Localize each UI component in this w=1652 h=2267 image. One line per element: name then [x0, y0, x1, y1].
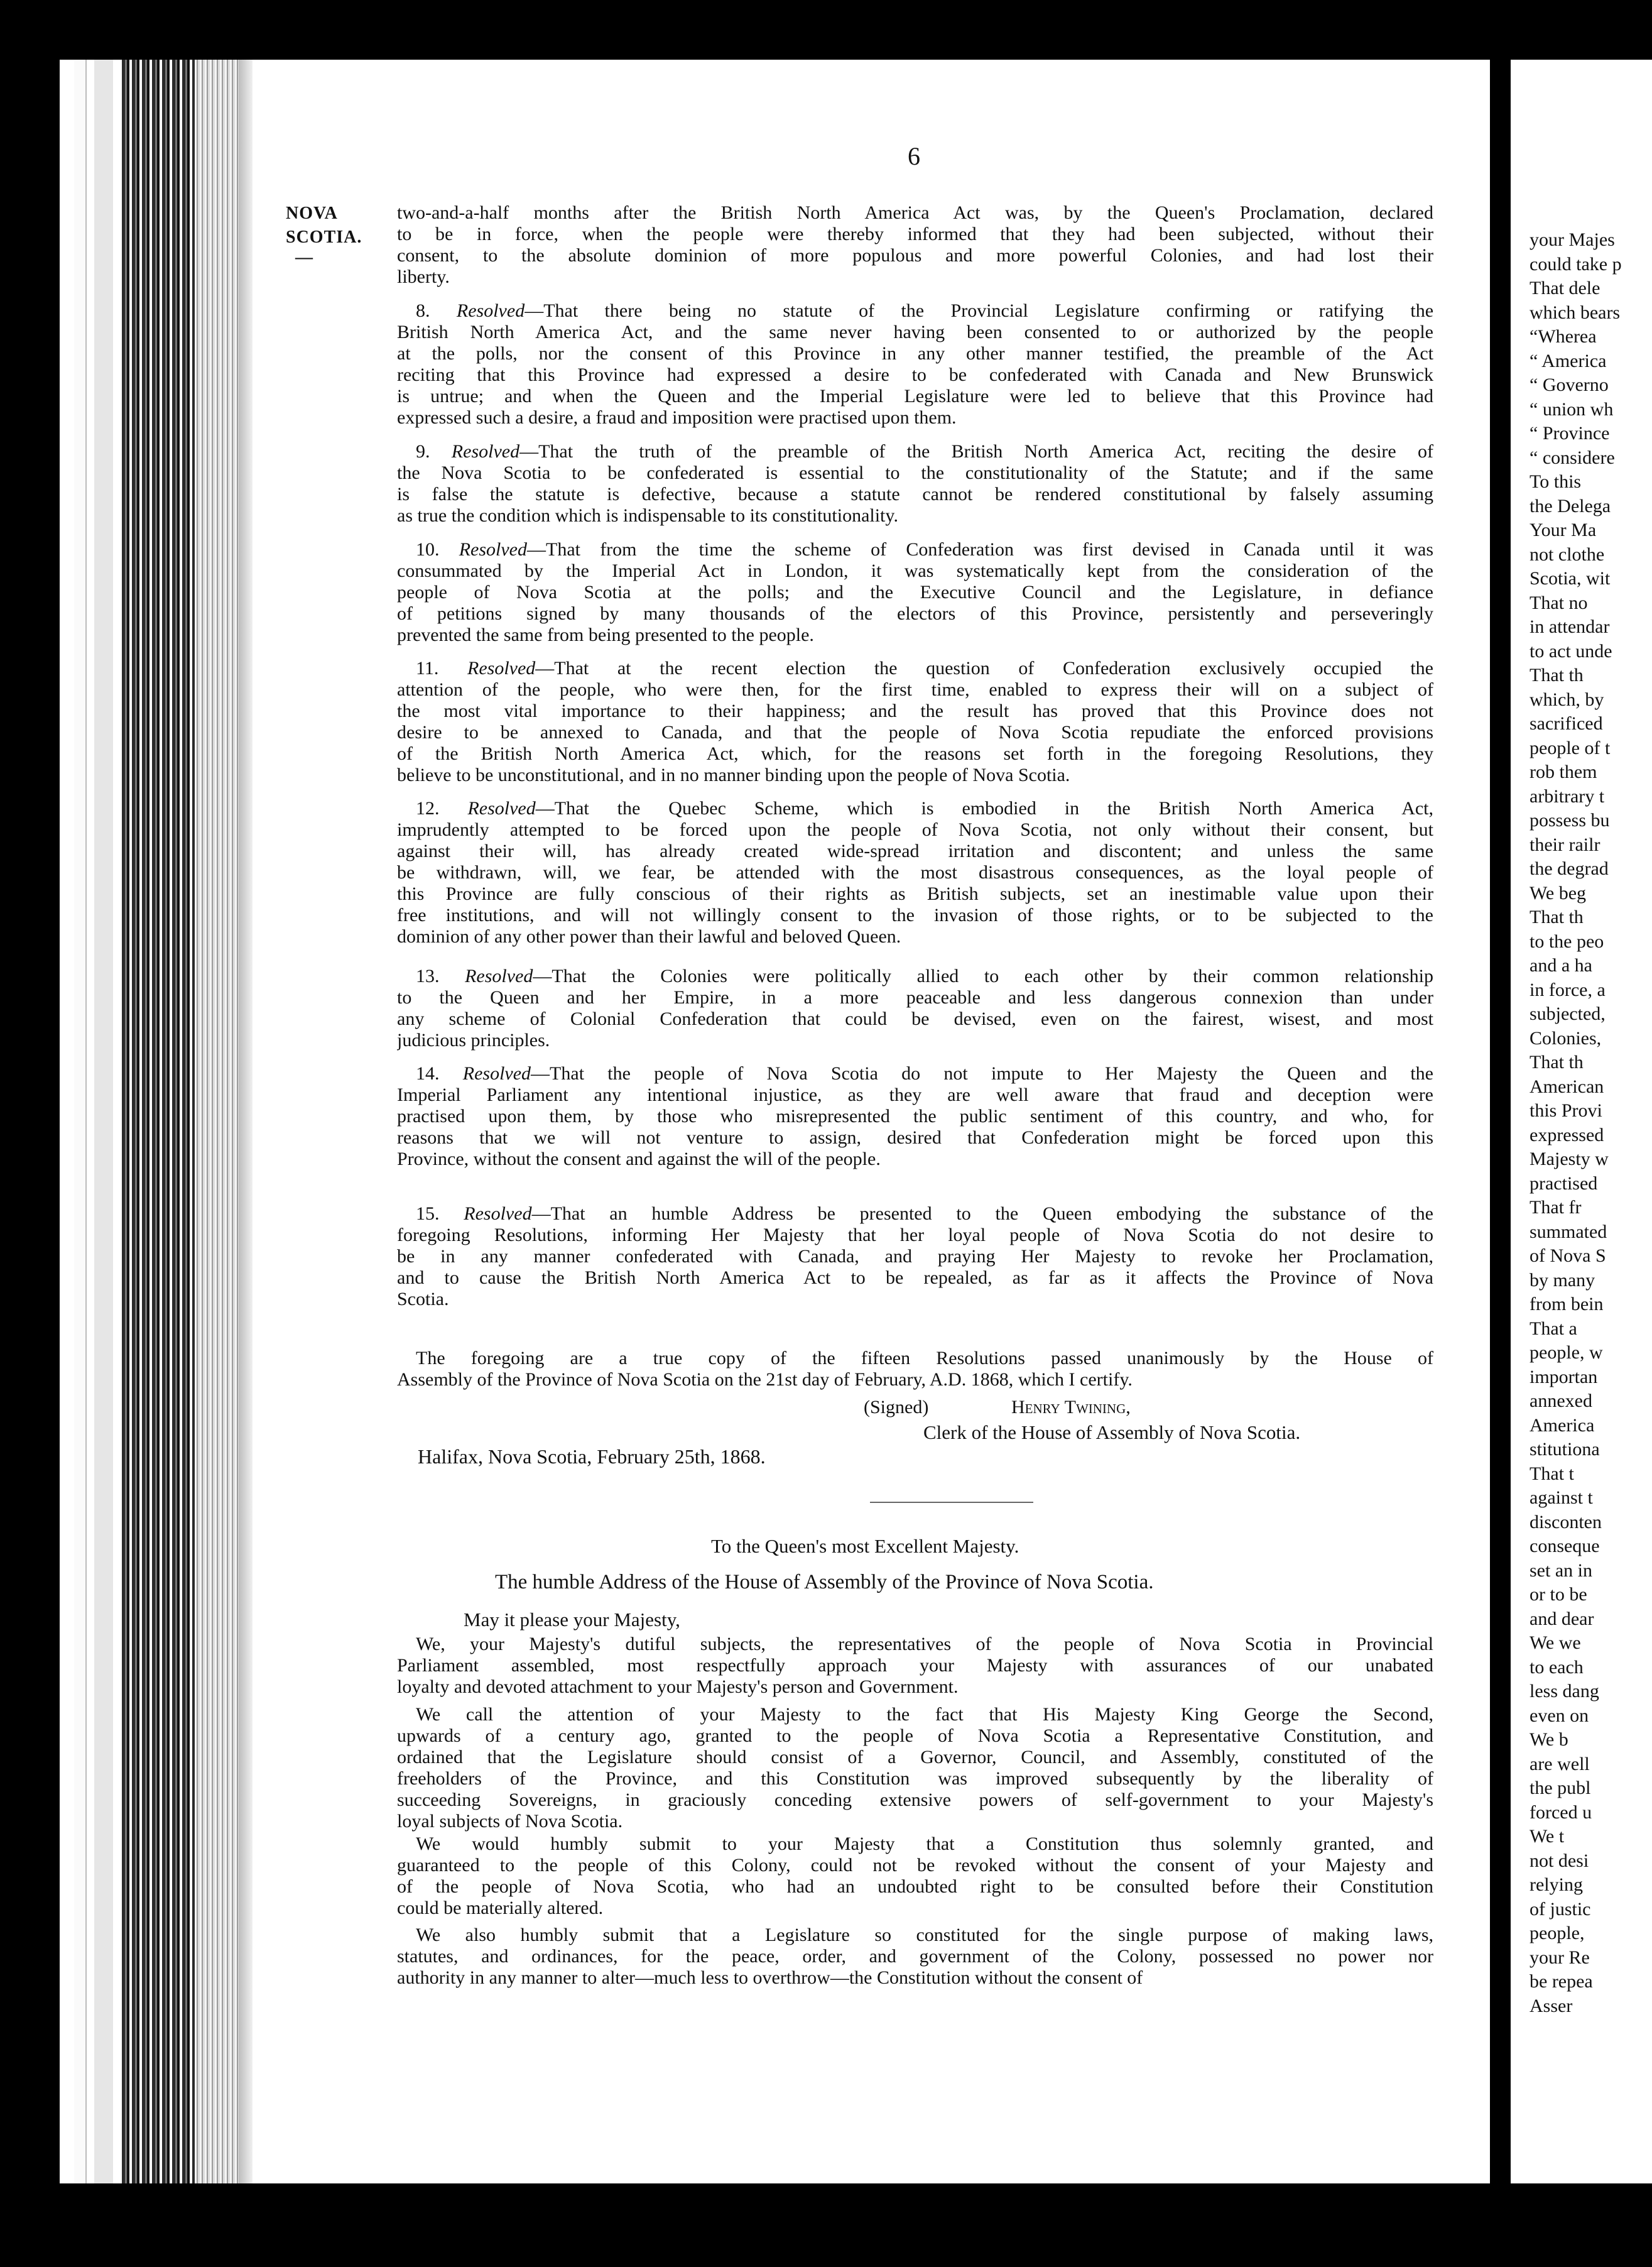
facing-page-fragment: We beg [1530, 882, 1587, 904]
facing-page-fragment: We t [1530, 1826, 1565, 1847]
facing-page-fragment: of justic [1530, 1898, 1591, 1920]
resolution-13-line: any scheme of Colonial Confederation that could be devised, even on the fairest, wisest, and most [397, 1008, 1433, 1029]
facing-page-fragment: subjected, [1530, 1003, 1606, 1024]
facing-page-fragment: people, w [1530, 1342, 1603, 1363]
resolution-14-line: 14. Resolved—That the people of Nova Scotia do not impute to Her Majesty the Queen and the [416, 1063, 1433, 1084]
facing-page-fragment: from bein [1530, 1294, 1604, 1314]
facing-page-fragment: “ considere [1530, 447, 1615, 468]
resolution-7-line: two-and-a-half months after the British North America Act was, by the Queen's Proclamation, declared [397, 202, 1433, 223]
facing-page-fragment: That dele [1530, 278, 1600, 298]
facing-page-fragment: your Majes [1530, 229, 1615, 250]
resolution-10-line: consummated by the Imperial Act in London, it was systematically kept from the consideration of the [397, 560, 1433, 581]
signer-name: Henry Twining, [1011, 1397, 1131, 1418]
facing-page-fragment: which, by [1530, 689, 1604, 710]
facing-page-fragment: in force, a [1530, 979, 1606, 1000]
resolution-12-line: imprudently attempted to be forced upon the people of Nova Scotia, not only without their consent, but [397, 819, 1433, 840]
resolution-10-line: prevented the same from being presented to the people. [397, 625, 814, 645]
facing-page-fragment: not clothe [1530, 544, 1605, 565]
resolution-8-line: expressed such a desire, a fraud and imposition were practised upon them. [397, 407, 957, 428]
facing-page-fragment: “ Province [1530, 423, 1610, 444]
resolution-7-line: to be in force, when the people were thereby informed that they had been subjected, without their [397, 224, 1433, 244]
facing-page-fragment: sacrificed [1530, 713, 1603, 734]
margin-note-dash: — [295, 248, 313, 267]
address-paragraph-3-line: We would humbly submit to your Majesty that a Constitution thus solemnly granted, and [416, 1833, 1433, 1854]
address-title: To the Queen's most Excellent Majesty. [711, 1535, 1019, 1557]
facing-page-fragment: to each [1530, 1656, 1584, 1678]
facing-page-fragment: That a [1530, 1318, 1577, 1339]
facing-page-fragment: conseque [1530, 1536, 1600, 1556]
address-paragraph-3-line: of the people of Nova Scotia, who had an undoubted right to be consulted before their Constitution [397, 1876, 1433, 1897]
facing-page-fragment: possess bu [1530, 810, 1610, 831]
facing-page-fragment: relying [1530, 1874, 1583, 1895]
facing-page-fragment: set an in [1530, 1560, 1592, 1581]
address-paragraph-4-line: statutes, and ordinances, for the peace, order, and government of the Colony, possessed no power nor [397, 1946, 1433, 1967]
address-paragraph-2-line: freeholders of the Province, and this Constitution was improved subsequently by the liberality of [397, 1768, 1433, 1789]
facing-page-fragment: That th [1530, 1052, 1584, 1073]
resolution-7-line: consent, to the absolute dominion of more populous and more powerful Colonies, and had lost their [397, 245, 1433, 266]
facing-page-fragment: We b [1530, 1729, 1568, 1750]
address-paragraph-2-line: We call the attention of your Majesty to the fact that His Majesty King George the Second, [416, 1704, 1433, 1725]
facing-page-fragment: “Wherea [1530, 326, 1597, 347]
facing-page-fragment: forced u [1530, 1801, 1592, 1823]
resolution-15-line: 15. Resolved—That an humble Address be presented to the Queen embodying the substance of the [416, 1203, 1433, 1224]
address-subtitle: The humble Address of the House of Assembly of the Province of Nova Scotia. [495, 1571, 1154, 1593]
resolution-11-line: believe to be unconstitutional, and in no manner binding upon the people of Nova Scotia. [397, 765, 1070, 785]
section-divider [870, 1502, 1033, 1503]
facing-page-fragment: the publ [1530, 1778, 1591, 1798]
facing-page-fragment: American [1530, 1076, 1604, 1097]
salutation: May it please your Majesty, [464, 1609, 680, 1631]
facing-page-fragment: to act unde [1530, 640, 1612, 662]
resolution-11-line: of the British North America Act, which, for the reasons set forth in the foregoing Resolutions, they [397, 743, 1433, 764]
stacked-page-edges [119, 60, 195, 2183]
resolution-10-line: people of Nova Scotia at the polls; and the Executive Council and the Legislature, in defiance [397, 582, 1433, 603]
address-paragraph-2-line: succeeding Sovereigns, in graciously conceding extensive powers of self-government to your Majesty's [397, 1789, 1433, 1810]
resolution-15-line: foregoing Resolutions, informing Her Majesty that her loyal people of Nova Scotia do not desire to [397, 1225, 1433, 1245]
facing-page-fragment: Asser [1530, 1995, 1573, 2016]
facing-page-fragment: That fr [1530, 1197, 1582, 1218]
facing-page-fragment: which bears [1530, 302, 1621, 323]
resolution-9-line: as true the condition which is indispensable to its constitutionality. [397, 505, 898, 526]
facing-page-fragment: the Delega [1530, 495, 1611, 516]
facing-page-fragment: Scotia, wit [1530, 568, 1611, 589]
resolution-10-line: 10. Resolved—That from the time the scheme of Confederation was first devised in Canada until it was [416, 539, 1433, 560]
facing-page-fragment: We we [1530, 1632, 1581, 1653]
facing-page-fragment: “ union wh [1530, 398, 1614, 420]
facing-page-fragment: their railr [1530, 834, 1600, 855]
resolved-keyword: Resolved [465, 966, 533, 986]
facing-page-fragment: America [1530, 1414, 1595, 1436]
facing-page-fragment: the degrad [1530, 858, 1609, 879]
resolution-11-line: attention of the people, who were then, for the first time, enabled to express their will on a subject of [397, 679, 1433, 700]
facing-page-fragment: this Provi [1530, 1100, 1602, 1121]
resolved-keyword: Resolved [459, 539, 527, 560]
page-edge-shadow [94, 60, 113, 2183]
facing-page-fragment: are well [1530, 1753, 1590, 1774]
resolution-12-line: dominion of any other power than their lawful and beloved Queen. [397, 926, 901, 947]
resolution-15-line: be in any manner confederated with Canada, and praying Her Majesty to revoke her Proclamation, [397, 1246, 1433, 1267]
resolution-15-line: and to cause the British North America Act to be repealed, as far as it affects the Province of Nova [397, 1267, 1433, 1288]
address-paragraph-1-line: Parliament assembled, most respectfully approach your Majesty with assurances of our unabated [397, 1655, 1433, 1676]
address-paragraph-1-line: We, your Majesty's dutiful subjects, the representatives of the people of Nova Scotia in Provincial [416, 1634, 1433, 1654]
facing-page-fragment: That th [1530, 665, 1584, 686]
facing-page-fragment: That t [1530, 1463, 1574, 1484]
resolution-13-line: 13. Resolved—That the Colonies were politically allied to each other by their common relationship [416, 966, 1433, 986]
facing-page-fragment: or to be [1530, 1584, 1587, 1605]
resolution-8-line: 8. Resolved—That there being no statute of the Provincial Legislature confirming or ratifying the [416, 300, 1433, 321]
facing-page-fragment: expressed [1530, 1124, 1604, 1145]
margin-note-nova: NOVA [286, 204, 338, 223]
facing-page-fragment: be repea [1530, 1971, 1593, 1992]
stacked-page-edges-inner [195, 60, 239, 2183]
resolved-keyword: Resolved [464, 1203, 532, 1224]
page-edge-outer [74, 60, 87, 2183]
resolution-12-line: against their will, has already created wide-spread irritation and discontent; and unless the same [397, 841, 1433, 861]
resolution-8-line: reciting that this Province had expressed a desire to be confederated with Canada and New Brunswick [397, 364, 1433, 385]
facing-page-fragment: That no [1530, 592, 1588, 613]
facing-page-fragment: Your Ma [1530, 520, 1597, 540]
signed-label: (Signed) [864, 1397, 929, 1418]
facing-page-fragment: “ America [1530, 350, 1607, 371]
resolution-12-line: 12. Resolved—That the Quebec Scheme, which is embodied in the British North America Act, [416, 798, 1433, 819]
resolved-keyword: Resolved [467, 798, 536, 819]
signer-title: Clerk of the House of Assembly of Nova Scotia. [923, 1421, 1301, 1443]
resolution-12-line: free institutions, and will not willingly consent to the invasion of those rights, or to be subjected to the [397, 905, 1433, 926]
resolution-14-line: Province, without the consent and against the will of the people. [397, 1149, 881, 1169]
address-paragraph-2-line: loyal subjects of Nova Scotia. [397, 1811, 623, 1832]
resolution-13-line: to the Queen and her Empire, in a more peaceable and less dangerous connexion than under [397, 987, 1433, 1008]
facing-page-fragment: rob them [1530, 762, 1597, 782]
address-paragraph-4-line: We also humbly submit that a Legislature so constituted for the single purpose of making laws, [416, 1925, 1433, 1945]
facing-page-fragment: less dang [1530, 1681, 1599, 1702]
resolution-8-line: is untrue; and when the Queen and the Imperial Legislature were led to believe that this Province had [397, 386, 1433, 407]
page-number: 6 [908, 142, 920, 170]
gutter-shadow [239, 60, 253, 2183]
address-paragraph-3-line: guaranteed to the people of this Colony, could not be revoked without the consent of your Majesty and [397, 1855, 1433, 1876]
facing-page-fragment: Majesty w [1530, 1149, 1609, 1169]
facing-page-fragment: people, [1530, 1923, 1585, 1943]
resolved-keyword: Resolved [456, 300, 525, 321]
facing-page-fragment: by many [1530, 1269, 1595, 1291]
facing-page-fragment: of Nova S [1530, 1245, 1606, 1266]
address-paragraph-2-line: ordained that the Legislature should consist of a Governor, Council, and Assembly, constituted of the [397, 1747, 1433, 1767]
resolved-keyword: Resolved [451, 441, 520, 462]
address-paragraph-1-line: loyalty and devoted attachment to your Majesty's person and Government. [397, 1676, 959, 1697]
resolution-13-line: judicious principles. [397, 1030, 550, 1051]
facing-page-fragment: people of t [1530, 737, 1611, 758]
resolution-11-line: desire to be annexed to Canada, and that the people of Nova Scotia repudiate the enforced provisions [397, 722, 1433, 743]
resolution-11-line: 11. Resolved—That at the recent election the question of Confederation exclusively occupied the [416, 658, 1433, 679]
facing-page-fragment: That th [1530, 907, 1584, 927]
resolution-8-line: at the polls, nor the consent of this Province in any other manner testified, the preamble of the Act [397, 343, 1433, 364]
facing-page-fragment: not desi [1530, 1850, 1589, 1871]
facing-page-fragment: and dear [1530, 1608, 1594, 1629]
facing-page-fragment: stitutiona [1530, 1439, 1600, 1460]
facing-page-fragment: Colonies, [1530, 1027, 1602, 1049]
resolution-15-line: Scotia. [397, 1289, 449, 1309]
facing-page-fragment: and a ha [1530, 955, 1592, 976]
facing-page-fragment: arbitrary t [1530, 785, 1605, 807]
facing-page-fragment: in attendar [1530, 616, 1610, 637]
resolution-9-line: the Nova Scotia to be confederated is essential to the constitutionality of the Statute; and if the same [397, 462, 1433, 483]
facing-page-fragment: against t [1530, 1487, 1593, 1508]
resolution-12-line: this Province are fully conscious of their rights as British subjects, set an inestimable value upon their [397, 883, 1433, 904]
resolution-12-line: be withdrawn, will, we fear, be attended with the most disastrous consequences, as the loyal people of [397, 862, 1433, 883]
facing-page-fragment: importan [1530, 1366, 1598, 1387]
resolution-10-line: of petitions signed by many thousands of the electors of this Province, persistently and perseveringly [397, 603, 1433, 624]
certification-line: Assembly of the Province of Nova Scotia on the 21st day of February, A.D. 1868, which I certify. [397, 1369, 1133, 1390]
address-paragraph-4-line: authority in any manner to alter—much less to overthrow—the Constitution without the consent of [397, 1967, 1143, 1988]
facing-page-fragment: to the peo [1530, 931, 1604, 952]
resolution-9-line: 9. Resolved—That the truth of the preamble of the British North America Act, reciting the desire of [416, 441, 1433, 462]
resolution-14-line: practised upon them, by those who misrepresented the public sentiment of this country, and who, for [397, 1106, 1433, 1127]
certification-line: The foregoing are a true copy of the fifteen Resolutions passed unanimously by the House of [416, 1348, 1433, 1368]
resolution-14-line: reasons that we will not venture to assign, desired that Confederation might be forced upon this [397, 1127, 1433, 1148]
address-paragraph-3-line: could be materially altered. [397, 1898, 604, 1918]
facing-page-fragment: annexed [1530, 1390, 1592, 1411]
resolution-9-line: is false the statute is defective, because a statute cannot be rendered constitutional by falsely assuming [397, 484, 1433, 505]
address-paragraph-2-line: upwards of a century ago, granted to the people of Nova Scotia a Representative Constitution, and [397, 1725, 1433, 1746]
resolution-11-line: the most vital importance to their happiness; and the result has proved that this Province does not [397, 701, 1433, 721]
resolved-keyword: Resolved [462, 1063, 531, 1084]
facing-page-fragment: “ Governo [1530, 374, 1609, 395]
resolution-7-line: liberty. [397, 266, 450, 287]
facing-page-fragment: even on [1530, 1705, 1589, 1726]
resolution-14-line: Imperial Parliament any intentional injustice, as they are well aware that fraud and deception were [397, 1084, 1433, 1105]
facing-page-fragment: practised [1530, 1172, 1598, 1194]
facing-page-fragment: could take p [1530, 253, 1622, 275]
facing-page-fragment: summated [1530, 1221, 1607, 1242]
place-date: Halifax, Nova Scotia, February 25th, 1868. [418, 1445, 766, 1468]
facing-page [1511, 60, 1652, 2183]
margin-note-scotia: SCOTIA. [286, 227, 362, 247]
resolution-8-line: British North America Act, and the same never having been consented to or authorized by the people [397, 322, 1433, 342]
resolved-keyword: Resolved [467, 658, 536, 679]
facing-page-fragment: your Re [1530, 1947, 1590, 1968]
facing-page-fragment: disconten [1530, 1511, 1602, 1532]
facing-page-fragment: To this [1530, 471, 1582, 492]
